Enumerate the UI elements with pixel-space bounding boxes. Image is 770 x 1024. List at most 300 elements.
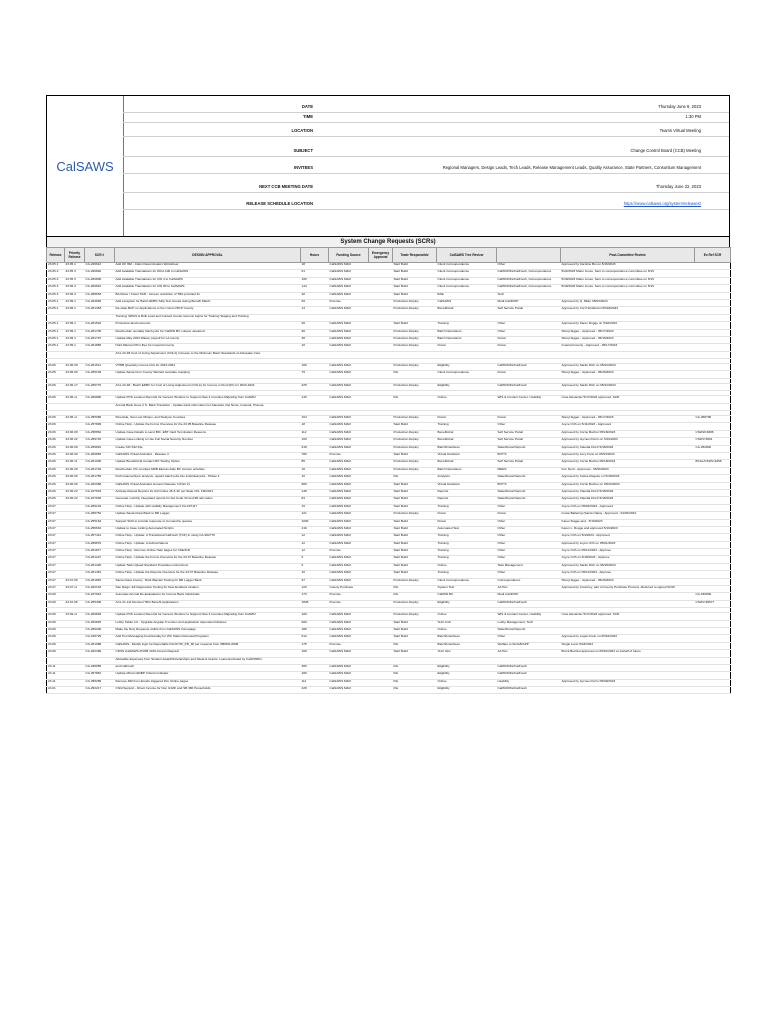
table-cell: Other xyxy=(497,556,561,563)
table-cell xyxy=(369,299,393,306)
table-cell: Ad Hoc xyxy=(497,586,561,593)
section-title: System Change Requests (SCRs) xyxy=(46,236,730,247)
table-cell: Ad Hoc xyxy=(497,650,561,657)
table-cell: CalSAWS M&O xyxy=(329,664,369,671)
table-cell: CalSAWS M&O xyxy=(329,329,369,336)
table-cell: CalSAWS M&O xyxy=(329,556,369,563)
table-cell: 23.06.22 xyxy=(65,438,85,445)
table-cell: Eligibility xyxy=(437,383,497,390)
table-cell: 23.05.1 xyxy=(47,263,65,270)
table-cell: 23.07 xyxy=(47,512,65,519)
table-cell: CalSAWS M&O xyxy=(329,270,369,277)
table-cell: Add exception for Batch EDBC Skip Text Issued during Benefit Match xyxy=(115,299,301,306)
table-cell: 1000 xyxy=(301,519,329,526)
header-field xyxy=(123,144,729,157)
table-cell: Other xyxy=(497,263,561,270)
table-cell: 23.05.1 xyxy=(65,322,85,329)
table-cell: Update POS Lookout Records for Generic Workers to Support New 4 Counties Migrating from CalWIN xyxy=(115,613,301,620)
table-cell xyxy=(695,263,731,270)
table-cell: Rts xyxy=(393,664,437,671)
table-row xyxy=(47,627,731,634)
table-cell xyxy=(695,613,731,620)
table-cell: CA-257414 xyxy=(85,534,115,541)
table-cell: CalWORKs/CalFresh xyxy=(497,383,561,390)
table-row xyxy=(47,497,731,504)
table-cell: Client Correspondence xyxy=(437,277,497,284)
table-cell: 23.05.3 xyxy=(47,292,65,299)
table-cell xyxy=(65,593,85,600)
table-cell: 23.06.00 xyxy=(65,482,85,489)
table-cell: Other xyxy=(497,423,561,430)
table-cell xyxy=(369,526,393,533)
table-row xyxy=(47,270,731,277)
table-cell: System Test xyxy=(437,586,497,593)
table-cell: Rts xyxy=(393,642,437,649)
table-cell: 36 xyxy=(301,329,329,336)
table-cell: Approved by Corrie Bucher 05/18/2023 xyxy=(561,430,695,437)
table-cell: 180 xyxy=(301,672,329,679)
table-cell: BOT'S xyxy=(497,482,561,489)
table-cell xyxy=(695,664,731,671)
table-cell: CA-262163 xyxy=(85,586,115,593)
table-cell: Inesia Ballering (Santa Clara) - Approved - 04/26/2023 xyxy=(561,512,695,519)
table-cell xyxy=(695,497,731,504)
table-cell: 23.05.3 xyxy=(65,292,85,299)
column-header: Post-Committee Review xyxy=(561,248,695,263)
table-cell: Approved by Logan Frein on 05/16/2023 xyxy=(561,635,695,642)
table-cell: 23.05.1 xyxy=(65,329,85,336)
table-cell xyxy=(65,556,85,563)
table-cell: CalSAWS M&O xyxy=(329,627,369,634)
table-cell: 23.06.22 xyxy=(65,497,85,504)
table-cell: Eligibility xyxy=(437,672,497,679)
table-cell: 61 xyxy=(301,270,329,277)
table-cell: Self Service Portal xyxy=(497,460,561,467)
table-cell: 600 xyxy=(301,620,329,627)
table-cell: CalSAWS M&O xyxy=(329,307,369,314)
table-cell: Other xyxy=(497,526,561,533)
table-row xyxy=(47,512,731,519)
table-cell: 23.06 xyxy=(47,430,65,437)
table-cell: Child Support - Direct Income for Non ILS/IF and SB 380 Households xyxy=(115,687,301,694)
table-cell: 23.09 xyxy=(47,642,65,649)
table-cell: Update Santa Cruz County Warrant template mapping xyxy=(115,371,301,378)
table-cell: Fiscal xyxy=(437,416,497,423)
table-cell: 23.06 xyxy=(47,475,65,482)
table-cell: CA-255409 xyxy=(85,600,115,607)
table-cell: 23.06.00 xyxy=(65,452,85,459)
table-cell: 23.06 xyxy=(47,416,65,423)
header-field xyxy=(123,197,729,210)
table-cell xyxy=(369,285,393,292)
table-cell: CalSAWS M&O xyxy=(329,578,369,585)
table-cell: CalSAWS M&O xyxy=(329,489,369,496)
table-cell: Lobby Tablet 2.0 - Upgrade Angular 6 version and application dependent libraries xyxy=(115,620,301,627)
table-cell: CA-258653 xyxy=(85,292,115,299)
column-header: DESIGN APPROVAL xyxy=(115,248,301,263)
table-cell: Online Help - Update the Reports Overview for the 23.07 Baseline Release xyxy=(115,571,301,578)
table-cell xyxy=(369,416,393,423)
table-cell: Start Build xyxy=(393,263,437,270)
table-cell: Production Deploy xyxy=(393,344,437,351)
table-cell xyxy=(695,292,731,299)
table-cell: Premise xyxy=(329,452,369,459)
header-field-value: Regional Managers, Design Leads, Tech Leads, Release Management Leads, Quality Assurance, State Partners, Consortium Management xyxy=(442,164,701,170)
table-cell: Uma Alexander 5/17/2023 approved, SCR xyxy=(561,613,695,620)
table-cell: CA-257881 xyxy=(85,672,115,679)
table-cell: Production Deploy xyxy=(393,383,437,390)
table-cell: CalSAWS M&O xyxy=(329,467,369,474)
table-cell: 23.06 xyxy=(47,497,65,504)
table-cell: CA-258796 xyxy=(695,416,731,423)
table-cell: 23.06 xyxy=(47,467,65,474)
table-cell xyxy=(369,329,393,336)
table-cell: Brock Bechtol approved on 05/22/2023 on behalf of future xyxy=(561,650,695,657)
table-cell: 23.06.00 xyxy=(65,475,85,482)
table-cell: Sheryl Egger - Approved - 05/17/2023 xyxy=(561,416,695,423)
table-cell: 225 xyxy=(301,383,329,390)
table-row xyxy=(47,526,731,533)
table-row xyxy=(47,285,731,292)
table-cell xyxy=(695,620,731,627)
table-cell: CalSAWS M&O xyxy=(329,364,369,371)
table-cell: 23.06 xyxy=(47,489,65,496)
table-cell: 23.06.00 xyxy=(65,430,85,437)
table-cell xyxy=(695,364,731,371)
table-cell: 580 xyxy=(301,482,329,489)
table-cell: 165 xyxy=(301,277,329,284)
table-cell xyxy=(695,322,731,329)
table-cell xyxy=(369,482,393,489)
table-cell: Reports xyxy=(437,489,497,496)
table-row xyxy=(47,482,731,489)
table-cell: CalWIN BC xyxy=(437,593,497,600)
table-cell: 465 xyxy=(301,664,329,671)
table-cell: 186 xyxy=(301,627,329,634)
table-cell: Training xyxy=(437,504,497,511)
table-row xyxy=(47,438,731,445)
table-cell: Fiscal xyxy=(437,519,497,526)
header-field-label: SUBJECT xyxy=(293,147,313,153)
table-cell: 23.07 xyxy=(47,578,65,585)
table-cell xyxy=(369,475,393,482)
table-cell: CA-261453 xyxy=(85,307,115,314)
table-cell: 144 xyxy=(301,285,329,292)
table-cell xyxy=(65,541,85,548)
table-cell: 23.06 xyxy=(47,383,65,390)
table-cell: Start Build xyxy=(393,534,437,541)
table-cell xyxy=(369,672,393,679)
table-cell: CalSAWS M&O xyxy=(329,504,369,511)
table-cell: Fiscal xyxy=(437,512,497,519)
table-cell: Medi-Cal/DOIP xyxy=(497,299,561,306)
note-row xyxy=(47,403,731,410)
table-cell: CA-265139 xyxy=(85,371,115,378)
table-cell: ACL 23-48 - Batch EDBC for Cost of Living Adjustment (COLA) for Income in Kind (IIK) for 2023-2024 xyxy=(115,383,301,390)
table-row xyxy=(47,586,731,593)
table-cell xyxy=(695,586,731,593)
table-cell: Activate Repeal Reports for Aid Codes 45 & 4F per State CFL 19F2021 xyxy=(115,489,301,496)
table-cell: BenefitsCal xyxy=(437,430,497,437)
table-cell: CA-262499 xyxy=(85,650,115,657)
table-cell xyxy=(695,270,731,277)
table-cell: Update to Case Linking Automated Scripts xyxy=(115,526,301,533)
table-cell: Start Build xyxy=(393,571,437,578)
table-cell xyxy=(695,534,731,541)
table-cell: CA-259891 xyxy=(85,445,115,452)
table-cell: Automated Test xyxy=(437,526,497,533)
table-cell xyxy=(695,371,731,378)
table-cell: Update Task Upload Standard Templates instructions xyxy=(115,563,301,570)
table-cell: Start Build xyxy=(393,292,437,299)
table-cell: Joyce Orth on 05/11/2023 - Approve xyxy=(561,571,695,578)
table-cell xyxy=(369,627,393,634)
table-cell: Online Help - Update the Forms Overview for the 23.07 Baseline Release xyxy=(115,556,301,563)
table-cell: CalSAWS M&O xyxy=(329,285,369,292)
column-header: SCR # xyxy=(85,248,115,263)
table-row xyxy=(47,416,731,423)
table-cell: Premise xyxy=(329,600,369,607)
table-cell xyxy=(695,423,731,430)
scr-table xyxy=(46,247,731,694)
table-cell xyxy=(695,383,731,390)
table-cell: Tech xyxy=(497,292,561,299)
table-cell xyxy=(369,519,393,526)
table-row xyxy=(47,664,731,671)
table-cell xyxy=(369,578,393,585)
table-cell: CalSAWS M&O xyxy=(329,650,369,657)
table-cell: CalSAWS M&O xyxy=(329,371,369,378)
note-spacer xyxy=(47,351,115,358)
table-cell: Start Build xyxy=(393,277,437,284)
table-cell: Training xyxy=(437,423,497,430)
table-cell: CalSAWS M&O xyxy=(329,679,369,686)
note-row xyxy=(47,314,731,321)
table-cell xyxy=(369,423,393,430)
table-row xyxy=(47,549,731,556)
table-cell: CalSAWS M&O xyxy=(329,620,369,627)
table-cell: 23.05.00 xyxy=(65,371,85,378)
table-cell: 23.07 xyxy=(47,571,65,578)
table-cell: 23.07 xyxy=(47,519,65,526)
table-cell: 84 xyxy=(301,497,329,504)
table-cell: 23.11 xyxy=(47,664,65,671)
table-cell: Start Build xyxy=(393,620,437,627)
table-cell xyxy=(695,285,731,292)
table-cell xyxy=(369,650,393,657)
table-cell: CalSAWS M&O xyxy=(329,292,369,299)
table-cell xyxy=(695,336,731,343)
table-cell xyxy=(695,627,731,634)
table-cell: 23.06.xx xyxy=(65,416,85,423)
table-cell: Training xyxy=(437,556,497,563)
table-cell: Approved by Gyrnes Perrin on 5/16/2023 xyxy=(561,438,695,445)
table-cell xyxy=(695,396,731,403)
table-cell: 164 xyxy=(301,416,329,423)
table-row xyxy=(47,620,731,627)
table-row xyxy=(47,475,731,482)
table-row xyxy=(47,460,731,467)
table-cell: CalSAWS Virtual Assistant - Release II xyxy=(115,452,301,459)
table-cell: Production Deploy xyxy=(393,336,437,343)
table-cell: BenefitsCal xyxy=(437,460,497,467)
table-cell: 23.07 xyxy=(47,534,65,541)
table-cell: 216 xyxy=(301,526,329,533)
table-cell: 23.06.29 xyxy=(65,467,85,474)
table-cell: CA-261088 xyxy=(85,642,115,649)
table-cell: Training xyxy=(437,549,497,556)
table-cell: 23.05.3 xyxy=(65,277,85,284)
table-cell: CA-257809 xyxy=(85,423,115,430)
table-cell xyxy=(65,627,85,634)
table-cell xyxy=(65,687,85,694)
table-cell xyxy=(369,396,393,403)
table-cell: CalSAWS M&O xyxy=(329,526,369,533)
table-cell: 18 xyxy=(301,423,329,430)
table-cell: 23.09 xyxy=(47,600,65,607)
table-cell: Ken Nord - Approved - 05/26/2023 xyxy=(561,467,695,474)
table-row xyxy=(47,277,731,284)
table-cell: Start Build xyxy=(393,504,437,511)
table-cell: CA-261157 xyxy=(85,549,115,556)
table-cell: Other xyxy=(497,322,561,329)
table-cell: CA-263669 xyxy=(85,299,115,306)
table-cell: 228 xyxy=(301,687,329,694)
table-cell: 23.06 xyxy=(47,482,65,489)
table-cell: Start Build xyxy=(393,285,437,292)
table-row xyxy=(47,322,731,329)
table-cell xyxy=(561,593,695,600)
table-cell: 100 xyxy=(301,613,329,620)
table-cell: Karen Rogge-and - 5/16/2023 xyxy=(561,519,695,526)
table-cell: CSWV-5661 xyxy=(695,438,731,445)
table-cell xyxy=(369,383,393,390)
table-cell: Remove MR from Emails triggered thru Online pages xyxy=(115,679,301,686)
table-cell xyxy=(695,277,731,284)
table-cell: Client Correspondence xyxy=(437,578,497,585)
table-cell: Rts xyxy=(393,475,437,482)
table-cell xyxy=(369,430,393,437)
table-cell: 23.05.3 xyxy=(65,285,85,292)
header-field xyxy=(123,161,729,174)
table-cell: Production Deploy xyxy=(393,307,437,314)
table-cell: WIS & Contact Center, Usability xyxy=(497,613,561,620)
table-cell: Medi-Cal/DOIP xyxy=(497,593,561,600)
table-cell: Rts xyxy=(393,593,437,600)
table-cell: Lobby Management, Tech xyxy=(497,620,561,627)
table-cell: Support SCR to provide response to Comanche queries xyxy=(115,519,301,526)
table-cell: CA-252802 xyxy=(695,445,731,452)
table-cell: CA-260806 xyxy=(85,277,115,284)
table-cell: Joyce Orth on 05/11/2023 - Approve xyxy=(561,549,695,556)
table-cell: BenefitsCal xyxy=(437,438,497,445)
table-cell: Other xyxy=(497,504,561,511)
table-cell xyxy=(695,571,731,578)
header-field-label: DATE xyxy=(301,103,313,109)
table-cell: Start Build xyxy=(393,489,437,496)
table-cell: 23.06.11 xyxy=(65,460,85,467)
table-cell xyxy=(369,307,393,314)
table-cell: Start Build xyxy=(393,423,437,430)
table-cell: 23.09.xx xyxy=(65,613,85,620)
table-cell: CA-227648 xyxy=(85,497,115,504)
table-cell: 16 xyxy=(301,467,329,474)
table-cell xyxy=(561,620,695,627)
table-cell: Add CF 362 - Claim Determination Worksheet xyxy=(115,263,301,270)
table-cell: 23.05.1 xyxy=(47,299,65,306)
table-row xyxy=(47,445,731,452)
table-cell: 5/18/2023 Mario Jones, Sent to correspondence committee on 5/19 xyxy=(561,277,695,284)
table-row xyxy=(47,519,731,526)
header-field-label: RELEASE SCHEDULE LOCATION xyxy=(246,200,313,206)
table-row xyxy=(47,600,731,607)
table-cell: Start Build xyxy=(393,482,437,489)
table-cell: 6 xyxy=(301,556,329,563)
release-schedule-link[interactable]: https://www.calsaws.org/system/releases/ xyxy=(623,200,701,206)
note-text: Allowable Expenses from Student Award/Scholarships and Student Grants, Loans Excluded by CalWORKs xyxy=(115,657,731,664)
table-cell: Start Build xyxy=(393,563,437,570)
column-header: Trade Responsible xyxy=(393,248,437,263)
table-cell: Eligibility xyxy=(437,600,497,607)
table-cell: Automate Annual Re-Evaluations for Income Back Individuals xyxy=(115,593,301,600)
table-cell: 25 xyxy=(301,322,329,329)
header-field xyxy=(123,124,729,137)
table-cell: 37 xyxy=(301,578,329,585)
table-cell: Production Deploy xyxy=(393,438,437,445)
table-cell: 10 xyxy=(301,475,329,482)
table-cell xyxy=(369,270,393,277)
table-row xyxy=(47,336,731,343)
table-cell xyxy=(695,635,731,642)
table-cell: Tech Arch xyxy=(437,620,497,627)
table-cell: Reports xyxy=(437,497,497,504)
table-cell: CA-261700 xyxy=(85,329,115,336)
table-cell: Self Service Portal xyxy=(497,307,561,314)
table-cell: 111 xyxy=(301,679,329,686)
table-row xyxy=(47,635,731,642)
table-cell xyxy=(65,519,85,526)
header-field-label: NEXT CCB MEETING DATE xyxy=(259,183,313,189)
table-cell: 173 xyxy=(301,593,329,600)
table-cell xyxy=(369,586,393,593)
table-cell: CA-261522 xyxy=(85,322,115,329)
table-cell: CA-260802 xyxy=(85,270,115,277)
table-cell xyxy=(369,534,393,541)
table-row xyxy=(47,679,731,686)
table-cell: Virtual Assistant xyxy=(437,452,497,459)
table-cell xyxy=(369,687,393,694)
table-cell xyxy=(369,460,393,467)
header-field xyxy=(123,110,729,123)
table-cell xyxy=(695,526,731,533)
table-cell: 512 xyxy=(301,635,329,642)
table-cell: Add Text Messaging Functionality for WC Status Renewal Programs xyxy=(115,635,301,642)
table-cell: 23.09 xyxy=(47,593,65,600)
table-cell: CalSAWS M&O xyxy=(329,571,369,578)
table-cell xyxy=(65,664,85,671)
table-cell xyxy=(65,679,85,686)
table-cell: Fiscal xyxy=(497,336,561,343)
table-cell: Approved by Claudia Finch 5/18/2023 xyxy=(561,497,695,504)
table-cell: Start Build xyxy=(393,556,437,563)
table-cell: 12 xyxy=(301,534,329,541)
table-cell: 23.07 xyxy=(47,504,65,511)
table-row xyxy=(47,571,731,578)
table-cell: BenefitsCal xyxy=(437,307,497,314)
table-cell: Production Deploy xyxy=(393,430,437,437)
table-cell: 918 xyxy=(301,445,329,452)
table-cell: Batch/Interfaces xyxy=(437,635,497,642)
